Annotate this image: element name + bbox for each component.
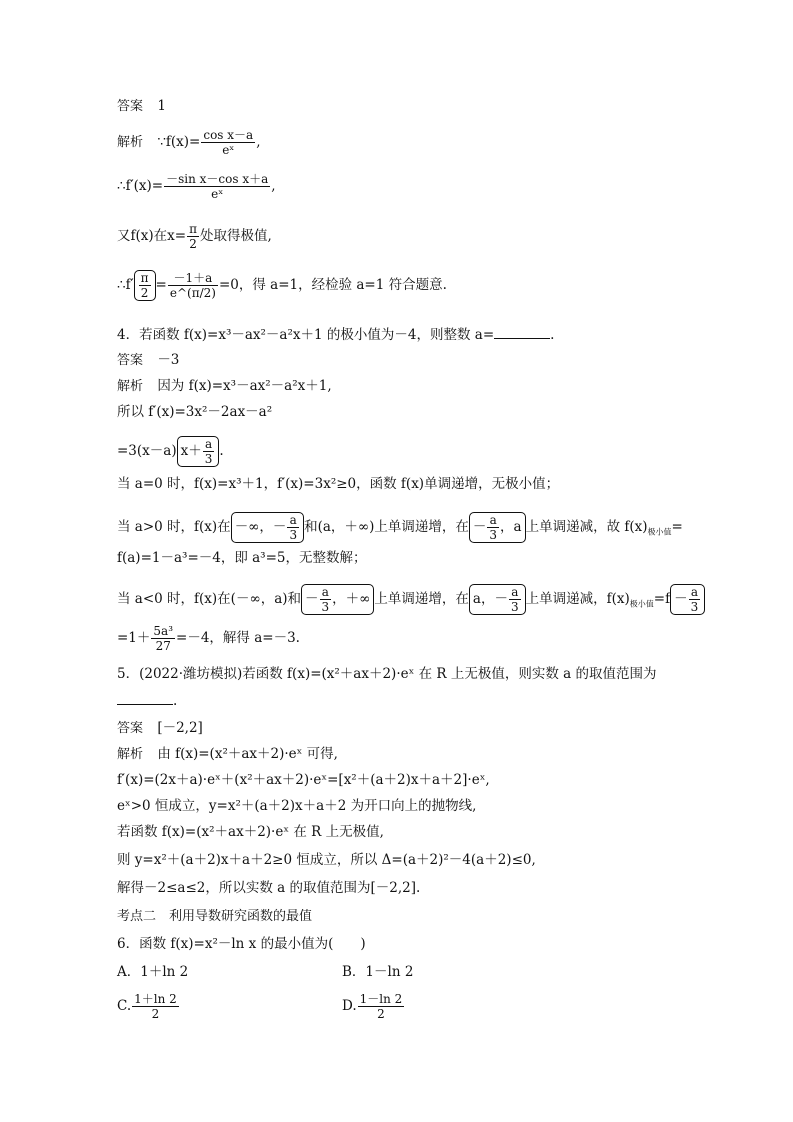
prev-analysis-line-4: ∴f′ $\frac{\pi}{2}$ = $\frac{-1+a}{e\^{}(\pi/2)}$ =0，得 a=1，经检验 a=1 符合题意. — [117, 271, 447, 300]
fraction: $\frac{-1+a}{e\^{}(\pi/2)}$ — [169, 271, 216, 300]
fraction: $\frac{\text{－sin x－cos x＋a}}{\text{eˣ}}$ — [166, 172, 269, 201]
q4-analysis-7: 当 a<0 时，f(x)在(－∞，a)和 － $\frac{a}{3}$ ，＋∞ 上单调递增，在 a，－ $\frac{a}{3}$ 上单调递减，$f(x)_{极小值}=f$ － $\frac{a}{3}$ — [117, 584, 705, 615]
answer-label: 答案 — [117, 99, 144, 114]
answer-label: 答案 — [117, 721, 144, 736]
q5-analysis-3: eˣ>0 恒成立，y=x²＋(a＋2)x＋a＋2 为开口向上的抛物线, — [117, 798, 477, 814]
analysis-label: 解析 — [117, 747, 144, 762]
q6-option-b[interactable]: B．1－ln 2 — [342, 964, 414, 980]
paren-bracket: － $\frac{a}{3}$ — [670, 584, 705, 615]
paren-bracket: x＋ $\frac{a}{3}$ — [177, 436, 220, 467]
question-text: 4．若函数 f(x)=x³－ax²－a²x＋1 的极小值为－4，则整数 a= — [117, 327, 495, 343]
formula-text: 又f(x)在x= — [117, 228, 187, 244]
section-title: 考点二 利用导数研究函数的最值 — [117, 909, 313, 924]
q5-analysis-4: 若函数 f(x)=(x²＋ax＋2)·eˣ 在 R 上无极值, — [117, 824, 384, 840]
answer-value: －3 — [157, 352, 180, 368]
q6-question: 6．函数 f(x)=x²－ln x 的最小值为( ) — [117, 936, 366, 952]
q5-answer — [117, 718, 203, 739]
q6-option-c[interactable]: C. $\frac{1+\ln 2}{2}$ — [117, 992, 177, 1021]
q5-question-blank: . — [117, 690, 177, 711]
formula-text: ∵f(x)= — [157, 134, 201, 150]
formula-text: ∴f′ — [117, 277, 134, 293]
fraction: $\frac{\text{cos x－a}}{\text{eˣ}}$ — [203, 128, 254, 157]
prev-analysis-line-1: 解析 ∵f(x)= $\frac{\text{cos x－a}}{\text{eˣ}}$ , — [117, 128, 261, 157]
q4-analysis-4: 当 a=0 时，f(x)=x³＋1，f′(x)=3x²≥0，函数 f(x)单调递增，无极小值； — [117, 476, 560, 492]
q5-analysis-2: f′(x)=(2x＋a)·eˣ＋(x²＋ax＋2)·eˣ=[x²＋(a＋2)x＋a＋2]·eˣ, — [117, 772, 490, 788]
q5-analysis-5: 则 y=x²＋(a＋2)x＋a＋2≥0 恒成立，所以 Δ=(a＋2)²－4(a＋2)≤0, — [117, 852, 536, 868]
answer-value: 1 — [157, 98, 166, 114]
answer-label: 答案 — [117, 353, 144, 368]
question-text: 5．(2022·潍坊模拟)若函数 f(x)=(x²＋ax＋2)·eˣ 在 R 上无极值，则实数 a 的取值范围为 — [117, 666, 657, 682]
q6-option-a[interactable]: A．1＋ln 2 — [117, 964, 189, 980]
q4-analysis-8: =1＋ $\frac{\text{5a³}}{27}$ =－4，解得 a=－3. — [117, 624, 300, 653]
paren-bracket: $\frac{\pi}{2}$ — [134, 270, 156, 301]
analysis-label: 解析 — [117, 379, 144, 394]
analysis-label: 解析 — [117, 135, 144, 150]
prev-analysis-line-3: 又f(x)在x= $\frac{\pi}{2}$ 处取得极值, — [117, 222, 272, 251]
answer-blank — [117, 690, 173, 705]
prev-analysis-line-2: ∴f′(x)= $\frac{\text{－sin x－cos x＋a}}{\text{eˣ}}$ , — [117, 172, 276, 201]
paren-bracket: － $\frac{a}{3}$ ，a — [469, 512, 526, 543]
q6-option-d[interactable]: D. $\frac{1-\ln 2}{2}$ — [342, 992, 403, 1021]
paren-bracket: －∞，－ $\frac{a}{3}$ — [231, 512, 304, 543]
paren-bracket: a，－ $\frac{a}{3}$ — [469, 584, 526, 615]
q5-analysis-1: 解析 由 f(x)=(x²＋ax＋2)·eˣ 可得, — [117, 746, 338, 762]
q5-question — [117, 664, 657, 684]
q4-analysis-2: 所以 f′(x)=3x²－2ax－a² — [117, 404, 273, 420]
q5-analysis-6: 解得－2≤a≤2，所以实数 a 的取值范围为[－2,2]. — [117, 880, 421, 896]
q4-answer — [117, 350, 179, 371]
q4-question: 4．若函数 f(x)=x³－ax²－a²x＋1 的极小值为－4，则整数 a= . — [117, 324, 554, 345]
prev-answer-line — [117, 96, 166, 117]
fraction: $\frac{\text{5a³}}{27}$ — [153, 624, 174, 653]
answer-value: [－2,2] — [157, 720, 203, 736]
q4-analysis-3: =3(x－a) x＋ $\frac{a}{3}$ . — [117, 437, 224, 466]
formula-text: ∴f′(x)= — [117, 178, 164, 194]
q4-analysis-6: f(a)=1－a³=－4，即 a³=5，无整数解； — [117, 550, 367, 566]
fraction: $\frac{\pi}{2}$ — [189, 222, 197, 251]
q4-analysis-5: 当 a>0 时，f(x)在 －∞，－ $\frac{a}{3}$ 和(a，＋∞)上单调递增，在 － $\frac{a}{3}$ ，a 上单调递减，故 $f(x)_{极小值}=$ — [117, 513, 683, 542]
answer-blank — [494, 324, 550, 339]
paren-bracket: － $\frac{a}{3}$ ，＋∞ — [301, 584, 374, 615]
q4-analysis-1: 解析 因为 f(x)=x³－ax²－a²x＋1, — [117, 378, 332, 394]
